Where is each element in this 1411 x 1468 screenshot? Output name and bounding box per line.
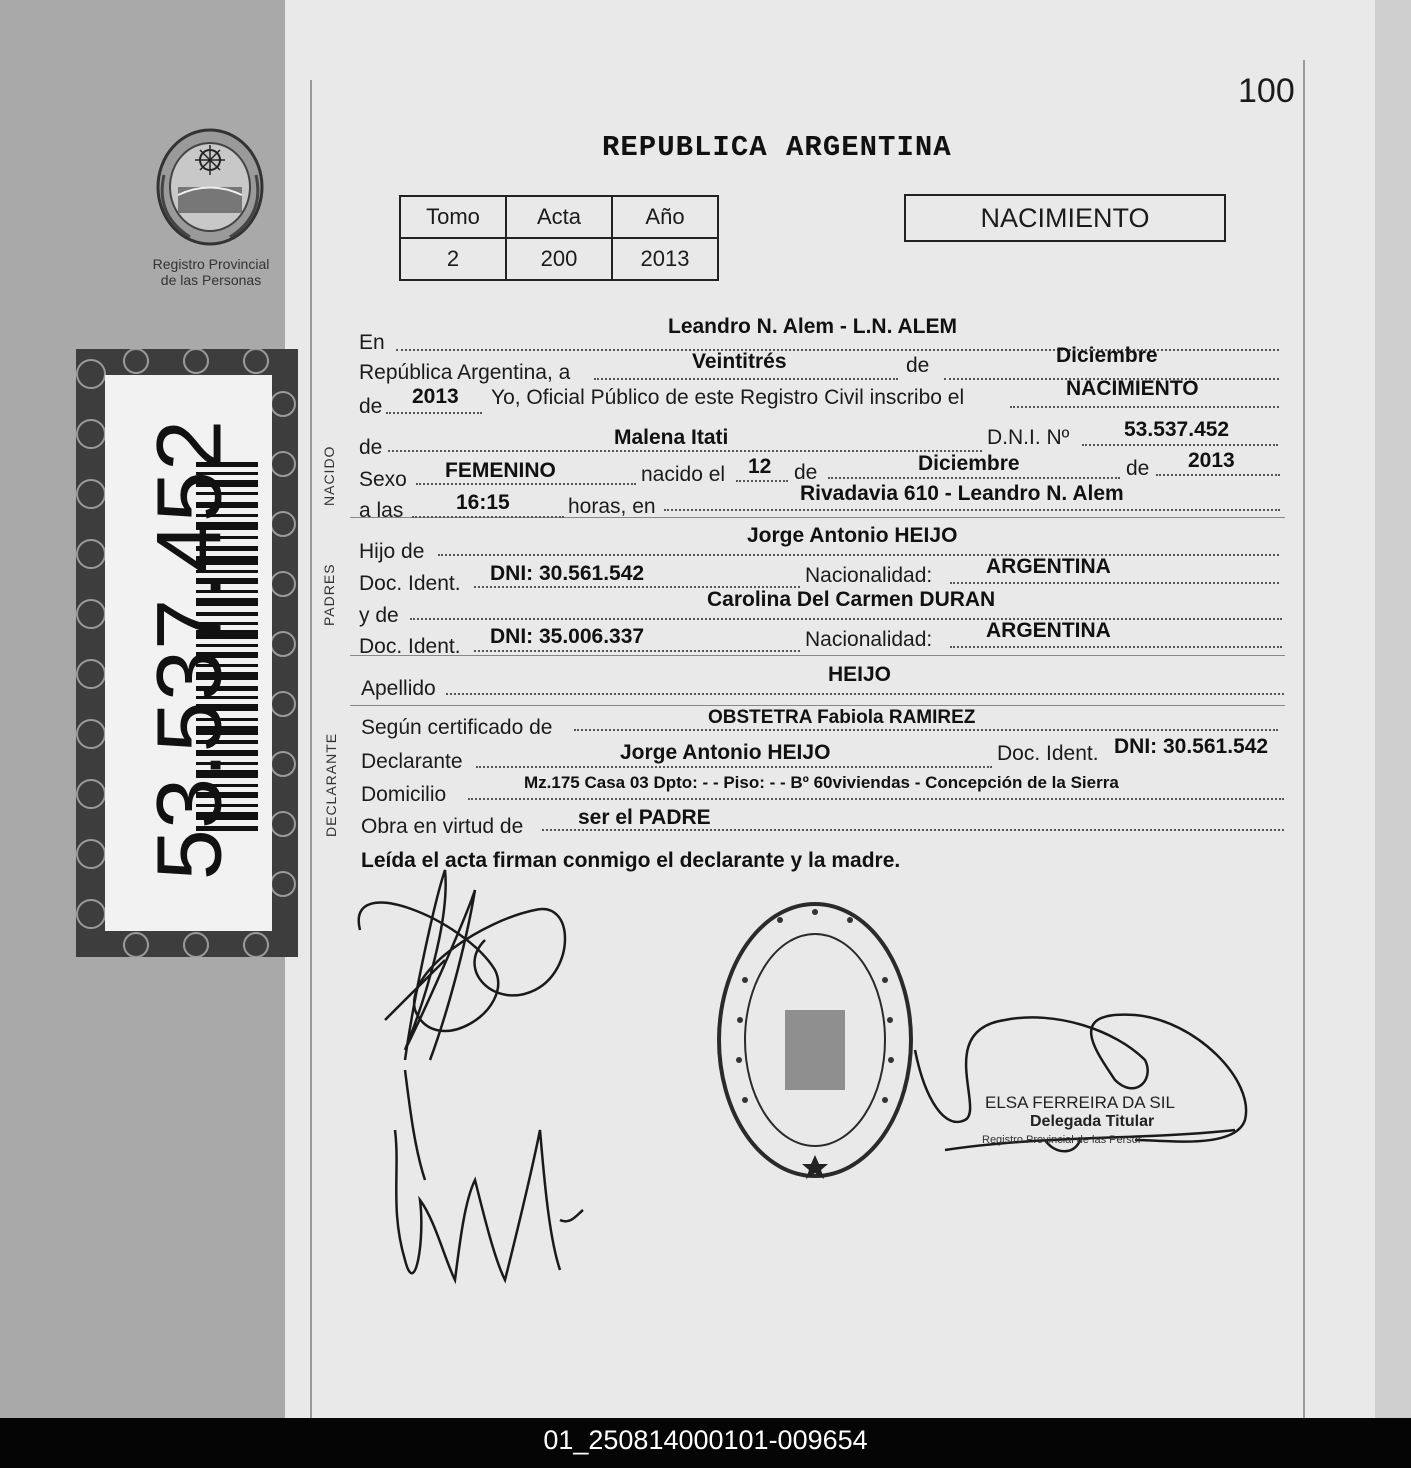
value-declarante: Jorge Antonio HEIJO xyxy=(620,741,831,764)
leader-line xyxy=(468,798,1284,800)
label-de-anio-nac: de xyxy=(1126,457,1150,480)
value-dia-letras: Veintitrés xyxy=(692,350,787,373)
record-table xyxy=(399,195,719,281)
value-sexo: FEMENINO xyxy=(445,459,556,482)
label-yo: Yo, Oficial Público de este Registro Civil inscribo el xyxy=(491,386,965,409)
page-title: REPUBLICA ARGENTINA xyxy=(602,131,952,164)
leader-line xyxy=(950,582,1279,584)
label-nacionalidad-padre: Nacionalidad: xyxy=(805,564,933,587)
label-de-mes-nac: de xyxy=(794,461,818,484)
label-de-mes: de xyxy=(906,354,930,377)
value-anio: 2013 xyxy=(412,385,459,408)
leader-line xyxy=(412,516,564,518)
label-nacido-el: nacido el xyxy=(641,463,726,486)
value-apellido: HEIJO xyxy=(828,663,892,686)
anio-header: Año xyxy=(612,196,718,238)
closing-statement: Leída el acta firman conmigo el declarante y la madre. xyxy=(361,849,901,872)
label-apellido: Apellido xyxy=(361,677,436,700)
leader-line xyxy=(386,412,482,414)
value-mes-letras: Diciembre xyxy=(1056,344,1158,367)
label-doc-ident-declarante: Doc. Ident. xyxy=(997,742,1099,765)
declarant-signature-image xyxy=(345,860,585,1320)
leader-line xyxy=(664,509,1280,511)
acta-header: Acta xyxy=(506,196,612,238)
record-type-box: NACIMIENTO xyxy=(904,194,1226,242)
official-title: Delegada Titular xyxy=(1030,1113,1155,1130)
leader-line xyxy=(438,554,1279,556)
label-de-nombre: de xyxy=(359,436,383,459)
left-margin-rule xyxy=(310,80,312,1418)
leader-line xyxy=(410,618,1282,620)
value-dia-nac: 12 xyxy=(748,455,772,478)
label-nacionalidad-madre: Nacionalidad: xyxy=(805,628,933,651)
right-margin-rule xyxy=(1303,60,1305,1418)
tomo-header: Tomo xyxy=(400,196,506,238)
section-declarante: DECLARANTE xyxy=(323,732,339,837)
separator-2 xyxy=(350,655,1285,656)
leader-line xyxy=(736,480,788,482)
label-a-las: a las xyxy=(359,499,404,522)
value-certificado: OBSTETRA Fabiola RAMIREZ xyxy=(708,707,976,728)
label-horas-en: horas, en xyxy=(568,495,656,518)
label-segun: Según certificado de xyxy=(361,716,553,739)
tomo-value: 2 xyxy=(400,238,506,280)
label-obra: Obra en virtud de xyxy=(361,815,524,838)
leader-line xyxy=(950,646,1282,648)
value-madre-doc: DNI: 35.006.337 xyxy=(490,625,645,648)
anio-value: 2013 xyxy=(612,238,718,280)
value-madre: Carolina Del Carmen DURAN xyxy=(707,588,996,611)
leader-line xyxy=(594,378,898,380)
label-de-anio: de xyxy=(359,395,383,418)
leader-line xyxy=(1082,444,1278,446)
registry-line-2: de las Personas xyxy=(160,272,262,288)
registry-caption xyxy=(130,256,292,288)
page-number: 100 xyxy=(1238,72,1295,110)
separator-3 xyxy=(350,705,1285,706)
value-mes-nac: Diciembre xyxy=(918,452,1020,475)
provincial-coat-of-arms-icon xyxy=(150,125,270,250)
value-lugar-nac: Rivadavia 610 - Leandro N. Alem xyxy=(800,482,1124,505)
value-madre-nac: ARGENTINA xyxy=(986,619,1111,642)
registry-line-1: Registro Provincial xyxy=(152,256,270,272)
leader-line xyxy=(446,693,1284,695)
value-dni: 53.537.452 xyxy=(1124,418,1230,441)
value-lugar: Leandro N. Alem - L.N. ALEM xyxy=(668,315,957,338)
leader-line xyxy=(1156,474,1280,476)
label-declarante: Declarante xyxy=(361,750,463,773)
label-dni: D.N.I. Nº xyxy=(987,426,1070,449)
official-name: ELSA FERREIRA DA SIL xyxy=(985,1093,1175,1112)
value-padre-nac: ARGENTINA xyxy=(986,555,1111,578)
official-office: Registro Provincial de las Persor xyxy=(982,1134,1142,1146)
value-hora: 16:15 xyxy=(456,491,510,514)
registry-stamp-and-official-signature xyxy=(715,900,1275,1190)
value-tipo-inscripcion: NACIMIENTO xyxy=(1066,377,1199,400)
value-domicilio: Mz.175 Casa 03 Dpto: - - Piso: - - Bº 60viviendas - Concepción de la Sierra xyxy=(524,773,1119,792)
label-doc-ident-madre: Doc. Ident. xyxy=(359,635,461,658)
label-republica: República Argentina, a xyxy=(359,361,571,384)
value-anio-nac: 2013 xyxy=(1188,449,1235,472)
leader-line xyxy=(574,729,1278,731)
value-nombre: Malena Itati xyxy=(614,426,729,449)
acta-value: 200 xyxy=(506,238,612,280)
scan-identifier: 01_250814000101-009654 xyxy=(0,1418,1411,1468)
leader-line xyxy=(828,477,1120,479)
value-declarante-doc: DNI: 30.561.542 xyxy=(1114,735,1269,758)
value-padre: Jorge Antonio HEIJO xyxy=(747,524,958,547)
leader-line xyxy=(416,483,636,485)
section-padres: PADRES xyxy=(321,563,337,626)
value-obra: ser el PADRE xyxy=(578,806,711,829)
label-en: En xyxy=(359,331,385,354)
leader-line xyxy=(474,650,800,652)
right-page-edge xyxy=(1375,0,1411,1418)
leader-line xyxy=(1010,406,1279,408)
label-hijo-de: Hijo de xyxy=(359,540,425,563)
leader-line xyxy=(388,450,982,452)
value-padre-doc: DNI: 30.561.542 xyxy=(490,562,645,585)
label-doc-ident-padre: Doc. Ident. xyxy=(359,572,461,595)
section-nacido: NACIDO xyxy=(321,445,337,506)
leader-line xyxy=(476,766,992,768)
label-y-de: y de xyxy=(359,604,399,627)
label-domicilio: Domicilio xyxy=(361,783,447,806)
barcode-number: 53.537.452 xyxy=(138,419,241,881)
label-sexo: Sexo xyxy=(359,468,407,491)
